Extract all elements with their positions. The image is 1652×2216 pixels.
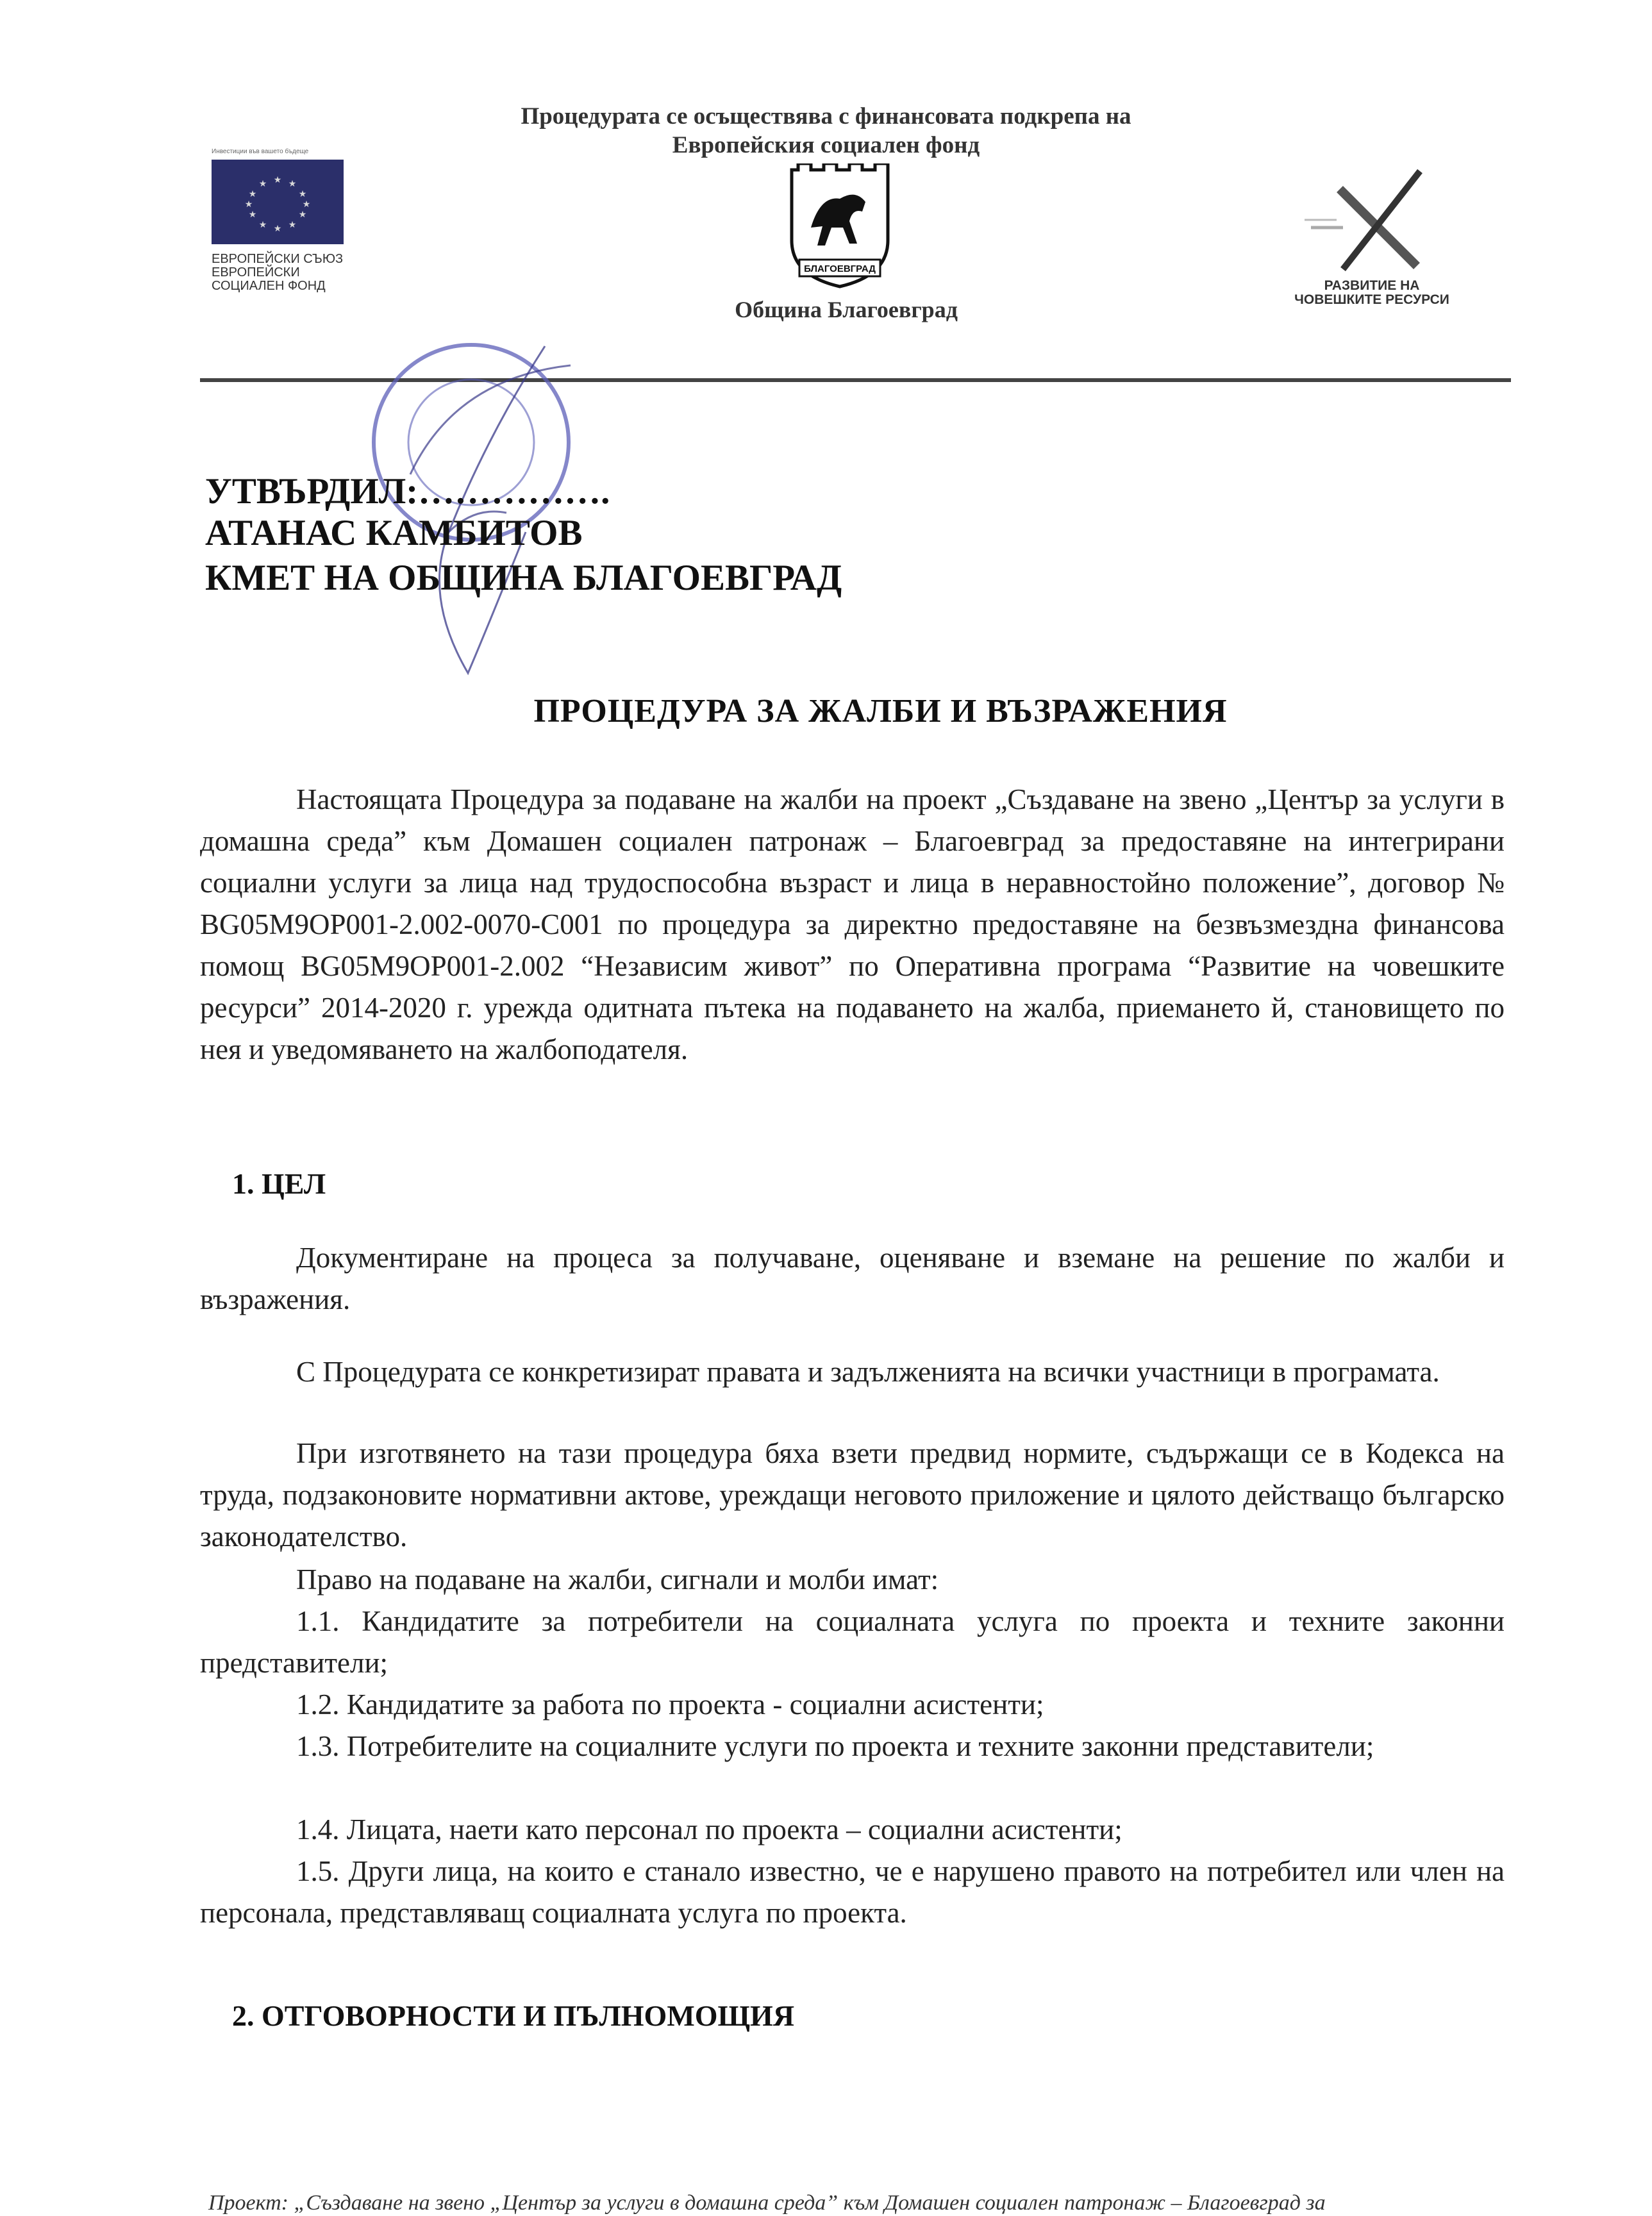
intro-paragraph: Настоящата Процедура за подаване на жалби на проект „Създаване на звено „Център за услуги в домашна среда” към Домашен социален патронаж – Благоевград за предоставяне на интегрирани социални услуги за лица над трудоспособна възраст и лица в неравностойно положение”, договор № BG05M9OP001-2.002-0070-C001 по процедура за директно предоставяне на безвъзмездна финансова помощ BG05M9OP001-2.002 “Независим живот” по Оперативна програма “Развитие на човешките ресурси” 2014-2020 г. урежда одитната пътека на подаването на жалба, приемането й, становището по нея и уведомяването на жалбоподателя. <box>200 783 1505 1065</box>
list-item: 1.4. Лицата, наети като персонал по проекта – социални асистенти; <box>296 1813 1122 1845</box>
svg-text:★: ★ <box>298 209 307 220</box>
list-item: 1.1. Кандидатите за потребители на социалната услуга по проекта и техните законни представители; <box>200 1605 1505 1679</box>
eu-caption-2: ЕВРОПЕЙСКИ <box>212 265 300 279</box>
svg-text:★: ★ <box>248 209 257 220</box>
eu-caption-3: СОЦИАЛЕН ФОНД <box>212 278 326 293</box>
eu-logo-small-text: Инвестиции във вашето бъдеще <box>212 148 309 155</box>
svg-text:★: ★ <box>288 219 297 230</box>
hr-logo <box>1285 163 1478 307</box>
svg-text:★: ★ <box>273 223 282 234</box>
header-funding-line: Процедурата се осъществява с финансовата подкрепа на <box>521 103 1131 129</box>
svg-text:★: ★ <box>258 219 267 230</box>
svg-text:★: ★ <box>273 174 282 185</box>
municipality-crest <box>785 163 901 292</box>
hr-caption-2: ЧОВЕШКИТЕ РЕСУРСИ <box>1294 292 1449 308</box>
section-1-paragraph-2: С Процедурата се конкретизират правата и задълженията на всички участници в програмата. <box>296 1356 1440 1388</box>
approval-mayor-name: АТАНАС КАМБИТОВ <box>205 513 583 553</box>
svg-text:★: ★ <box>298 188 307 199</box>
approval-line-1: УТВЪРДИЛ:……………. <box>205 471 610 512</box>
municipality-name: Община Благоевград <box>735 297 958 322</box>
list-item: 1.3. Потребителите на социалните услуги по проекта и техните законни представители; <box>296 1730 1374 1762</box>
crest-label: БЛАГОЕВГРАД <box>804 263 876 274</box>
section-1-paragraph-1: Документиране на процеса за получаване, оценяване и вземане на решение по жалби и възражения. <box>200 1242 1505 1315</box>
section-2-heading: 2. ОТГОВОРНОСТИ И ПЪЛНОМОЩИЯ <box>232 1999 795 2032</box>
page-footer: Проект: „Създаване на звено „Център за услуги в домашна среда” към Домашен социален патронаж – Благоевград за <box>208 2191 1326 2215</box>
eu-caption-1: ЕВРОПЕЙСКИ СЪЮЗ <box>212 251 344 266</box>
svg-text:★: ★ <box>244 199 253 210</box>
svg-text:★: ★ <box>248 188 257 199</box>
section-1-heading: 1. ЦЕЛ <box>232 1167 326 1200</box>
section-1-paragraph-3: При изготвянето на тази процедура бяха взети предвид нормите, съдържащи се в Кодекса на труда, подзаконовите нормативни актове, уреждащи неговото приложение и цялото действащо българско законодателство. <box>200 1437 1505 1553</box>
list-item: 1.5. Други лица, на които е станало известно, че е нарушено правото на потребител или член на персонала, представляващ социалната услуга по проекта. <box>200 1855 1505 1929</box>
document-title: ПРОЦЕДУРА ЗА ЖАЛБИ И ВЪЗРАЖЕНИЯ <box>533 693 1228 729</box>
eu-logo <box>212 149 359 293</box>
svg-text:★: ★ <box>302 199 311 210</box>
svg-text:★: ★ <box>288 178 297 189</box>
approval-mayor-title: КМЕТ НА ОБЩИНА БЛАГОЕВГРАД <box>205 558 842 598</box>
svg-text:★: ★ <box>258 178 267 189</box>
eu-flag-icon <box>212 160 344 244</box>
crest-icon <box>785 163 894 288</box>
list-item: 1.2. Кандидатите за работа по проекта - социални асистенти; <box>296 1688 1044 1720</box>
hr-x-icon <box>1285 163 1446 276</box>
section-1-paragraph-4: Право на подаване на жалби, сигнали и молби имат: <box>296 1563 939 1595</box>
hr-caption-1: РАЗВИТИЕ НА <box>1324 278 1420 293</box>
header-fund-name: Европейския социален фонд <box>672 132 980 158</box>
